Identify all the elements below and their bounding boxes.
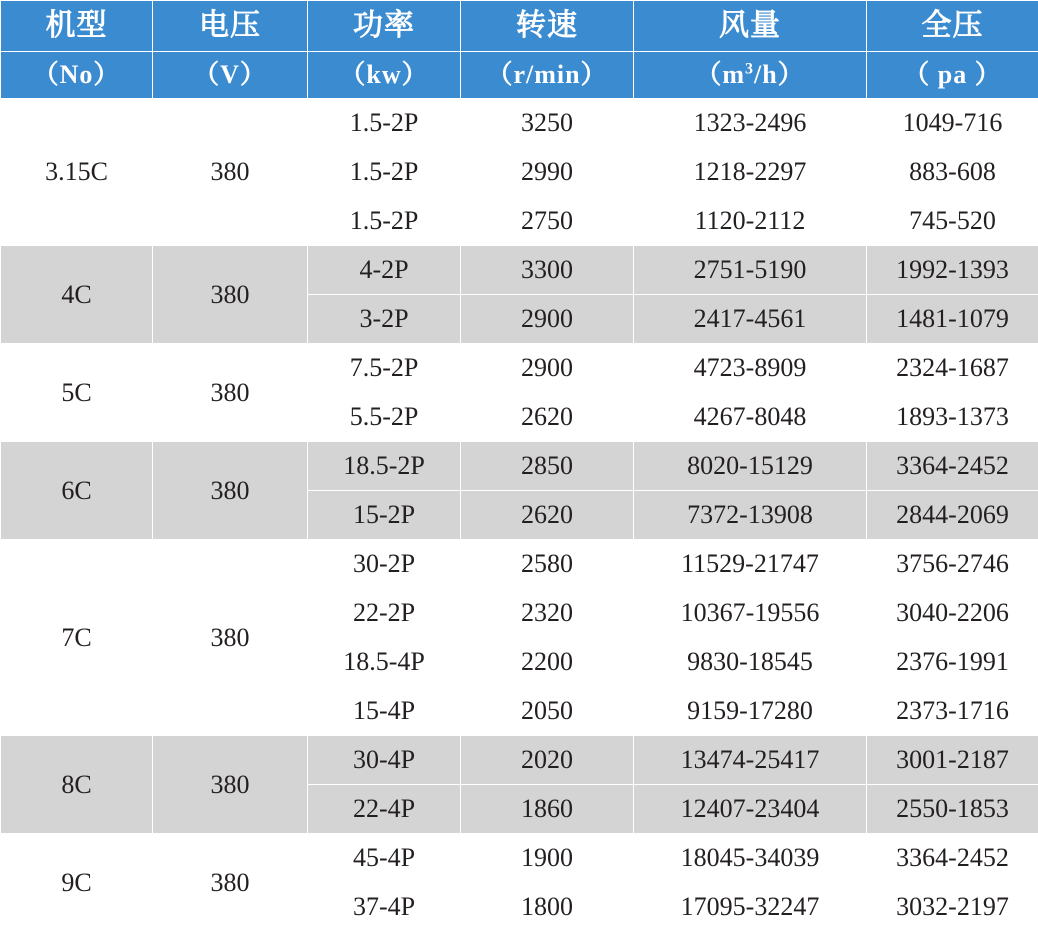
cell-speed: 2850 bbox=[461, 442, 634, 491]
cell-airflow: 4267-8048 bbox=[634, 393, 867, 442]
cell-speed: 2620 bbox=[461, 393, 634, 442]
cell-airflow: 4723-8909 bbox=[634, 344, 867, 393]
header-pressure: 全压 bbox=[867, 1, 1038, 52]
table-row bbox=[1, 442, 1038, 491]
cell-power: 22-2P bbox=[308, 589, 461, 638]
header-title-row bbox=[1, 1, 1038, 52]
cell-speed: 3250 bbox=[461, 99, 634, 148]
cell-airflow: 1323-2496 bbox=[634, 99, 867, 148]
cell-power: 37-4P bbox=[308, 883, 461, 932]
cell-airflow: 11529-21747 bbox=[634, 540, 867, 589]
cell-speed: 2750 bbox=[461, 197, 634, 246]
cell-airflow: 2417-4561 bbox=[634, 295, 867, 344]
cell-power: 45-4P bbox=[308, 834, 461, 883]
cell-pressure: 1992-1393 bbox=[867, 246, 1038, 295]
table-row bbox=[1, 344, 1038, 393]
cell-voltage: 380 bbox=[153, 736, 308, 834]
header-unit-voltage: （V） bbox=[153, 52, 308, 99]
cell-model: 8C bbox=[1, 736, 153, 834]
cell-power: 30-2P bbox=[308, 540, 461, 589]
cell-pressure: 3040-2206 bbox=[867, 589, 1038, 638]
cell-voltage: 380 bbox=[153, 344, 308, 442]
cell-airflow: 17095-32247 bbox=[634, 883, 867, 932]
cell-airflow: 2751-5190 bbox=[634, 246, 867, 295]
cell-airflow: 9830-18545 bbox=[634, 638, 867, 687]
table-row bbox=[1, 736, 1038, 785]
cell-airflow: 10367-19556 bbox=[634, 589, 867, 638]
cell-speed: 1860 bbox=[461, 785, 634, 834]
header-unit-pressure: （ pa ） bbox=[867, 52, 1038, 99]
cell-voltage: 380 bbox=[153, 246, 308, 344]
table-row bbox=[1, 99, 1038, 148]
cell-power: 30-4P bbox=[308, 736, 461, 785]
airflow-unit-exponent: 3 bbox=[745, 60, 754, 77]
cell-voltage: 380 bbox=[153, 540, 308, 736]
header-unit-power: （kw） bbox=[308, 52, 461, 99]
cell-pressure: 2373-1716 bbox=[867, 687, 1038, 736]
cell-speed: 2580 bbox=[461, 540, 634, 589]
cell-airflow: 1218-2297 bbox=[634, 148, 867, 197]
cell-speed: 3300 bbox=[461, 246, 634, 295]
airflow-unit-prefix: （m bbox=[695, 60, 745, 89]
cell-model: 9C bbox=[1, 834, 153, 932]
header-speed: 转速 bbox=[461, 1, 634, 52]
cell-voltage: 380 bbox=[153, 442, 308, 540]
cell-model: 4C bbox=[1, 246, 153, 344]
cell-pressure: 1049-716 bbox=[867, 99, 1038, 148]
cell-power: 22-4P bbox=[308, 785, 461, 834]
cell-power: 1.5-2P bbox=[308, 148, 461, 197]
cell-voltage: 380 bbox=[153, 834, 308, 932]
cell-pressure: 1893-1373 bbox=[867, 393, 1038, 442]
cell-speed: 1900 bbox=[461, 834, 634, 883]
cell-power: 7.5-2P bbox=[308, 344, 461, 393]
header-airflow: 风量 bbox=[634, 1, 867, 52]
cell-power: 5.5-2P bbox=[308, 393, 461, 442]
header-unit-row bbox=[1, 52, 1038, 99]
cell-speed: 1800 bbox=[461, 883, 634, 932]
cell-model: 6C bbox=[1, 442, 153, 540]
cell-model: 7C bbox=[1, 540, 153, 736]
cell-model: 5C bbox=[1, 344, 153, 442]
cell-speed: 2900 bbox=[461, 344, 634, 393]
header-power: 功率 bbox=[308, 1, 461, 52]
header-unit-model: （No） bbox=[1, 52, 153, 99]
header-unit-speed: （r/min） bbox=[461, 52, 634, 99]
cell-power: 1.5-2P bbox=[308, 99, 461, 148]
cell-speed: 2900 bbox=[461, 295, 634, 344]
cell-pressure: 3032-2197 bbox=[867, 883, 1038, 932]
cell-pressure: 2550-1853 bbox=[867, 785, 1038, 834]
cell-speed: 2620 bbox=[461, 491, 634, 540]
cell-airflow: 18045-34039 bbox=[634, 834, 867, 883]
cell-speed: 2320 bbox=[461, 589, 634, 638]
cell-power: 15-2P bbox=[308, 491, 461, 540]
cell-airflow: 8020-15129 bbox=[634, 442, 867, 491]
cell-pressure: 3756-2746 bbox=[867, 540, 1038, 589]
cell-airflow: 1120-2112 bbox=[634, 197, 867, 246]
cell-airflow: 7372-13908 bbox=[634, 491, 867, 540]
cell-pressure: 2376-1991 bbox=[867, 638, 1038, 687]
table-header bbox=[1, 1, 1038, 99]
cell-voltage: 380 bbox=[153, 99, 308, 246]
cell-power: 4-2P bbox=[308, 246, 461, 295]
cell-pressure: 3364-2452 bbox=[867, 442, 1038, 491]
cell-pressure: 745-520 bbox=[867, 197, 1038, 246]
cell-power: 18.5-4P bbox=[308, 638, 461, 687]
table-body bbox=[1, 99, 1038, 932]
header-model: 机型 bbox=[1, 1, 153, 52]
table-row bbox=[1, 834, 1038, 883]
cell-power: 3-2P bbox=[308, 295, 461, 344]
cell-airflow: 12407-23404 bbox=[634, 785, 867, 834]
cell-airflow: 13474-25417 bbox=[634, 736, 867, 785]
cell-power: 15-4P bbox=[308, 687, 461, 736]
cell-airflow: 9159-17280 bbox=[634, 687, 867, 736]
header-unit-airflow bbox=[634, 52, 867, 99]
cell-pressure: 883-608 bbox=[867, 148, 1038, 197]
cell-speed: 2020 bbox=[461, 736, 634, 785]
cell-speed: 2990 bbox=[461, 148, 634, 197]
airflow-unit-suffix: /h） bbox=[754, 60, 805, 89]
cell-pressure: 2324-1687 bbox=[867, 344, 1038, 393]
cell-pressure: 2844-2069 bbox=[867, 491, 1038, 540]
cell-power: 1.5-2P bbox=[308, 197, 461, 246]
cell-model: 3.15C bbox=[1, 99, 153, 246]
table-row bbox=[1, 246, 1038, 295]
cell-speed: 2200 bbox=[461, 638, 634, 687]
cell-pressure: 1481-1079 bbox=[867, 295, 1038, 344]
cell-pressure: 3001-2187 bbox=[867, 736, 1038, 785]
table-row bbox=[1, 540, 1038, 589]
header-voltage: 电压 bbox=[153, 1, 308, 52]
cell-pressure: 3364-2452 bbox=[867, 834, 1038, 883]
cell-speed: 2050 bbox=[461, 687, 634, 736]
cell-power: 18.5-2P bbox=[308, 442, 461, 491]
